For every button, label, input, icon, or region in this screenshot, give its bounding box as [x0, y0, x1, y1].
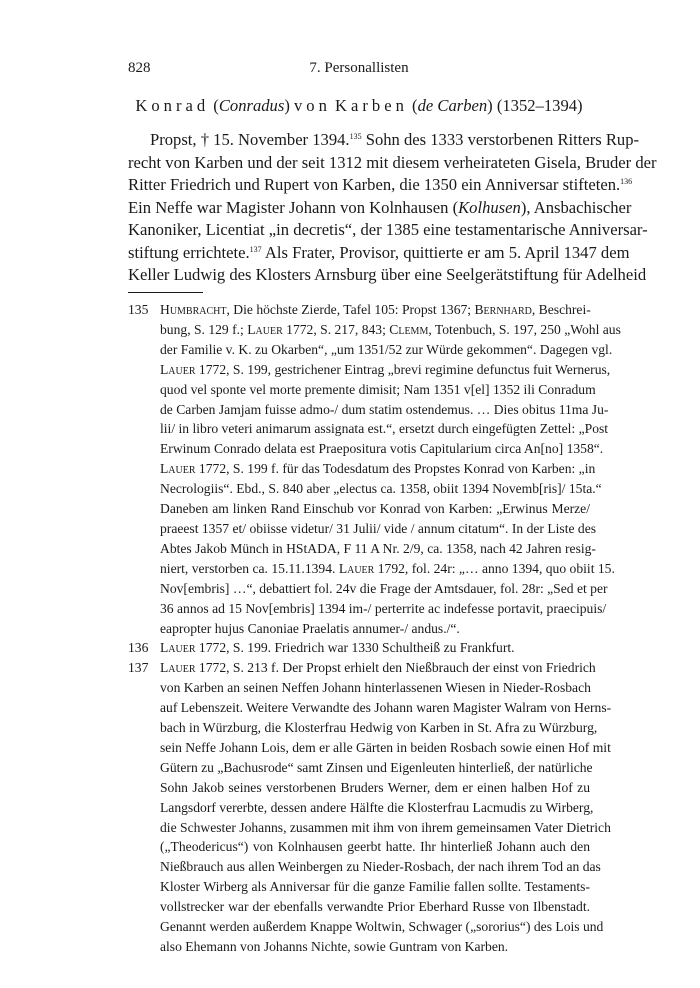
author-name: Lauer: [160, 640, 196, 656]
author-name: Lauer: [160, 660, 196, 676]
body-line: [128, 264, 647, 287]
footnote-line: [160, 738, 611, 758]
footnote-line: [160, 917, 604, 937]
footnote-line: [160, 320, 621, 340]
footnote-text: Nov[embris] …“, debattiert fol. 24v die Frage der Amtsdauer, fol. 28r: „Sed et per: [160, 580, 608, 596]
entry-von: von: [294, 96, 331, 115]
footnotes: [128, 300, 621, 957]
footnote-text: Abtes Jakob Münch in HStADA, F 11 A Nr. 2/9, ca. 1358, nach 42 Jahren resig-: [160, 540, 596, 556]
footnote-text: niert, verstorben ca. 15.11.1394.: [160, 560, 339, 576]
footnote-text: Kloster Wirberg als Anniversar für die ganze Familie fallen sollte. Testaments-: [160, 879, 590, 895]
footnote-text: von Karben an seinen Neffen Johann hinterlassenen Wiesen in Nieder-Rosbach: [160, 680, 591, 696]
footnote-text: 1772, S. 199, gestrichener Eintrag „brevi regimine defunctus fuit Wernerus,: [195, 361, 611, 377]
body-text-run: Als Frater, Provisor, quittierte er am 5. April 1347 dem: [261, 242, 630, 262]
body-text-run: recht von Karben und der seit 1312 mit diesem verheirateten Gisela, Bruder der: [128, 152, 657, 172]
footnote-text: Gütern zu „Bachusrode“ samt Zinsen und Eigenleuten hinterließ, der natürliche: [160, 759, 593, 775]
entry-first-name: Konrad: [135, 96, 210, 115]
footnote-line: [160, 897, 590, 917]
footnote-line: [160, 559, 615, 579]
footnote-text: vollstrecker war der ebenfalls verwandte Prior Eberhard Russe von Ilbenstadt.: [160, 899, 590, 915]
footnote-text: Genannt werden außerdem Knappe Woltwin, Schwager („sororius“) des Lois und: [160, 919, 604, 935]
footnote-line: [160, 638, 590, 658]
footnote-line: [160, 818, 611, 838]
footnote-line: [160, 778, 590, 798]
body-text-run: Kanoniker, Licentiat „in decretis“, der 1385 eine testamentarische Anniversar-: [128, 220, 648, 239]
footnote-line: [160, 340, 613, 360]
footnote-line: [160, 678, 590, 698]
footnote-line: [160, 798, 594, 818]
body-line: [128, 197, 632, 220]
page-number: 828: [128, 60, 151, 76]
footnote-text: 1772, S. 199. Friedrich war 1330 Schultheiß zu Frankfurt.: [195, 640, 515, 656]
body-text-run: Sohn des 1333 verstorbenen Ritters Rup-: [361, 130, 640, 149]
body-text-run: Ein Neffe war Magister Johann von Kolnhausen (: [128, 197, 459, 217]
entry-heading: Konrad (Conradus) von Karben (de Carben) (1352–1394): [135, 96, 583, 115]
entry-dates: (1352–1394): [496, 96, 583, 115]
footnote-text: 1772, S. 199 f. für das Todesdatum des Propstes Konrad von Karben: „in: [195, 461, 596, 477]
footnote-marker: 136: [620, 177, 633, 186]
footnote-line: [160, 658, 596, 678]
footnote-text: die Schwester Johanns, zusammen mit ihm von ihrem gemeinsamen Vater Dietrich: [160, 819, 611, 835]
footnote-line: [160, 459, 596, 479]
footnote-line: [160, 758, 593, 778]
footnote-line: [160, 837, 590, 857]
footnote-text: Erwinum Conrado delata est Praepositura votis Capitularium circa An[no] 1358“.: [160, 441, 604, 457]
author-name: Lauer: [160, 461, 196, 477]
footnote-text: 1792, fol. 24r: „… anno 1394, quo obiit 15.: [374, 560, 615, 576]
footnote-line: [160, 937, 590, 957]
body-text: [128, 129, 657, 287]
footnote-line: [160, 619, 590, 639]
footnote-line: [160, 857, 601, 877]
footnote-rule: [128, 292, 203, 293]
footnote-line: [160, 718, 598, 738]
footnote-line: [160, 599, 607, 619]
footnote-line: [160, 380, 596, 400]
body-text-run: Propst, † 15. November 1394.: [150, 130, 350, 149]
footnote: [128, 638, 590, 658]
footnote-line: [160, 499, 590, 519]
footnote-line: [160, 479, 602, 499]
footnote-marker: 137: [249, 244, 262, 254]
footnote-text: der Familie v. K. zu Okarben“, „um 1351/52 zur Würde gekommen“. Dagegen vgl.: [160, 341, 613, 357]
footnote-text: praeest 1357 et/ obiisse videtur/ 31 Julii/ vide / annum citatum“. In der Liste des: [160, 520, 597, 536]
footnote-text: also Ehemann von Johanns Nichte, sowie Guntram von Karben.: [160, 939, 509, 954]
footnote-line: [160, 300, 590, 320]
footnote-line: [160, 877, 590, 897]
footnote-line: [160, 400, 609, 420]
author-name: Humbracht: [160, 302, 227, 317]
footnote-number: 136: [128, 640, 149, 656]
entry-surname: Karben: [335, 96, 408, 115]
footnote-text: 1772, S. 213 f. Der Propst erhielt den Nießbrauch der einst von Friedrich: [195, 660, 596, 676]
footnote: [128, 658, 612, 957]
footnote-line: [160, 698, 612, 718]
body-text-run: stiftung errichtete.: [128, 242, 250, 262]
footnote-text: 1772, S. 217, 843;: [282, 321, 390, 337]
author-name: Lauer: [160, 361, 196, 377]
footnote-line: [160, 360, 611, 380]
footnote-text: bach in Würzburg, die Klosterfrau Hedwig von Karben in St. Afra zu Würzburg,: [160, 720, 598, 736]
footnote-text: Daneben am linken Rand Einschub vor Konrad von Karben: „Erwinus Merze/: [160, 501, 590, 517]
section-title: 7. Personallisten: [309, 60, 409, 76]
footnote-text: bung, S. 129 f.;: [160, 321, 248, 337]
footnote-line: [160, 419, 609, 439]
footnote-text: Langsdorf vererbte, dessen andere Hälfte die Klosterfrau Lacmudis zu Wirberg,: [160, 799, 594, 815]
footnote-text: sein Neffe Johann Lois, dem er alle Gärten in beiden Rosbach sowie einen Hof mit: [160, 739, 611, 755]
body-line: [128, 242, 630, 265]
footnote-text: , Totenbuch, S. 197, 250 „Wohl aus: [428, 321, 621, 337]
body-line: [128, 219, 648, 242]
author-name: Lauer: [338, 560, 375, 576]
footnote-line: [160, 439, 604, 459]
footnote-text: quod vel sponte vel morte premente dimisit; Nam 1351 v[el] 1352 ili Conradum: [160, 381, 596, 397]
footnote-marker: 135: [349, 132, 362, 141]
author-name: Bernhard: [474, 302, 532, 317]
body-line: [128, 174, 633, 197]
footnote-text: , Beschrei-: [531, 302, 591, 317]
body-italic-run: Kolhusen: [458, 197, 521, 217]
footnote-number: 135: [128, 302, 149, 317]
footnote-number: 137: [128, 660, 149, 676]
body-text-run: Ritter Friedrich und Rupert von Karben, die 1350 ein Anniversar stifteten.: [128, 175, 621, 194]
author-name: Clemm: [389, 321, 429, 337]
body-text-run: Keller Ludwig des Klosters Arnsburg über eine Seelgerätstiftung für Adelheid: [128, 265, 647, 284]
footnote-text: , Die höchste Zierde, Tafel 105: Propst 1367;: [226, 302, 475, 317]
footnote-text: Nießbrauch aus allen Weinbergen zu Nieder-Rosbach, der nach ihrem Tod an das: [160, 859, 601, 875]
author-name: Lauer: [247, 321, 283, 337]
body-line: [128, 129, 640, 152]
footnote-text: lii/ in libro veteri animarum assignata est.“, ersetzt durch eingefügten Zettel: „Post: [160, 421, 609, 437]
entry-latin-name: Conradus: [218, 96, 285, 115]
footnote-text: Sohn Jakob seines verstorbenen Bruders Werner, dem er einen halben Hof zu: [160, 779, 590, 795]
footnote-text: („Theodericus“) von Kolnhausen geerbt hatte. Ihr hinterließ Johann auch den: [160, 839, 590, 855]
footnote-line: [160, 579, 608, 599]
entry-latin-surname: de Carben: [417, 96, 488, 115]
footnote-line: [160, 519, 597, 539]
footnote-text: auf Lebenszeit. Weitere Verwandte des Johann waren Magister Walram von Herns-: [160, 700, 612, 716]
body-line: [128, 152, 657, 175]
body-text-run: ), Ansbachischer: [520, 197, 632, 217]
running-head: [128, 60, 590, 82]
footnote-text: eapropter hujus Canoniae Praelatis annumer-/ andus./“.: [160, 620, 460, 636]
footnote-text: Necrologiis“. Ebd., S. 840 aber „electus ca. 1358, obiit 1394 Novemb[ris]/ 15ta.“: [160, 481, 602, 497]
footnote-text: 36 annos ad 15 Nov[embris] 1394 im-/ perterrite ac indefesse portavit, praecipuis/: [160, 600, 607, 616]
footnote-text: de Carben Jamjam fuisse admo-/ dum statim ostendemus. … Dies obitus 11ma Ju-: [160, 401, 609, 417]
footnote-line: [160, 539, 596, 559]
footnote: [128, 300, 621, 638]
